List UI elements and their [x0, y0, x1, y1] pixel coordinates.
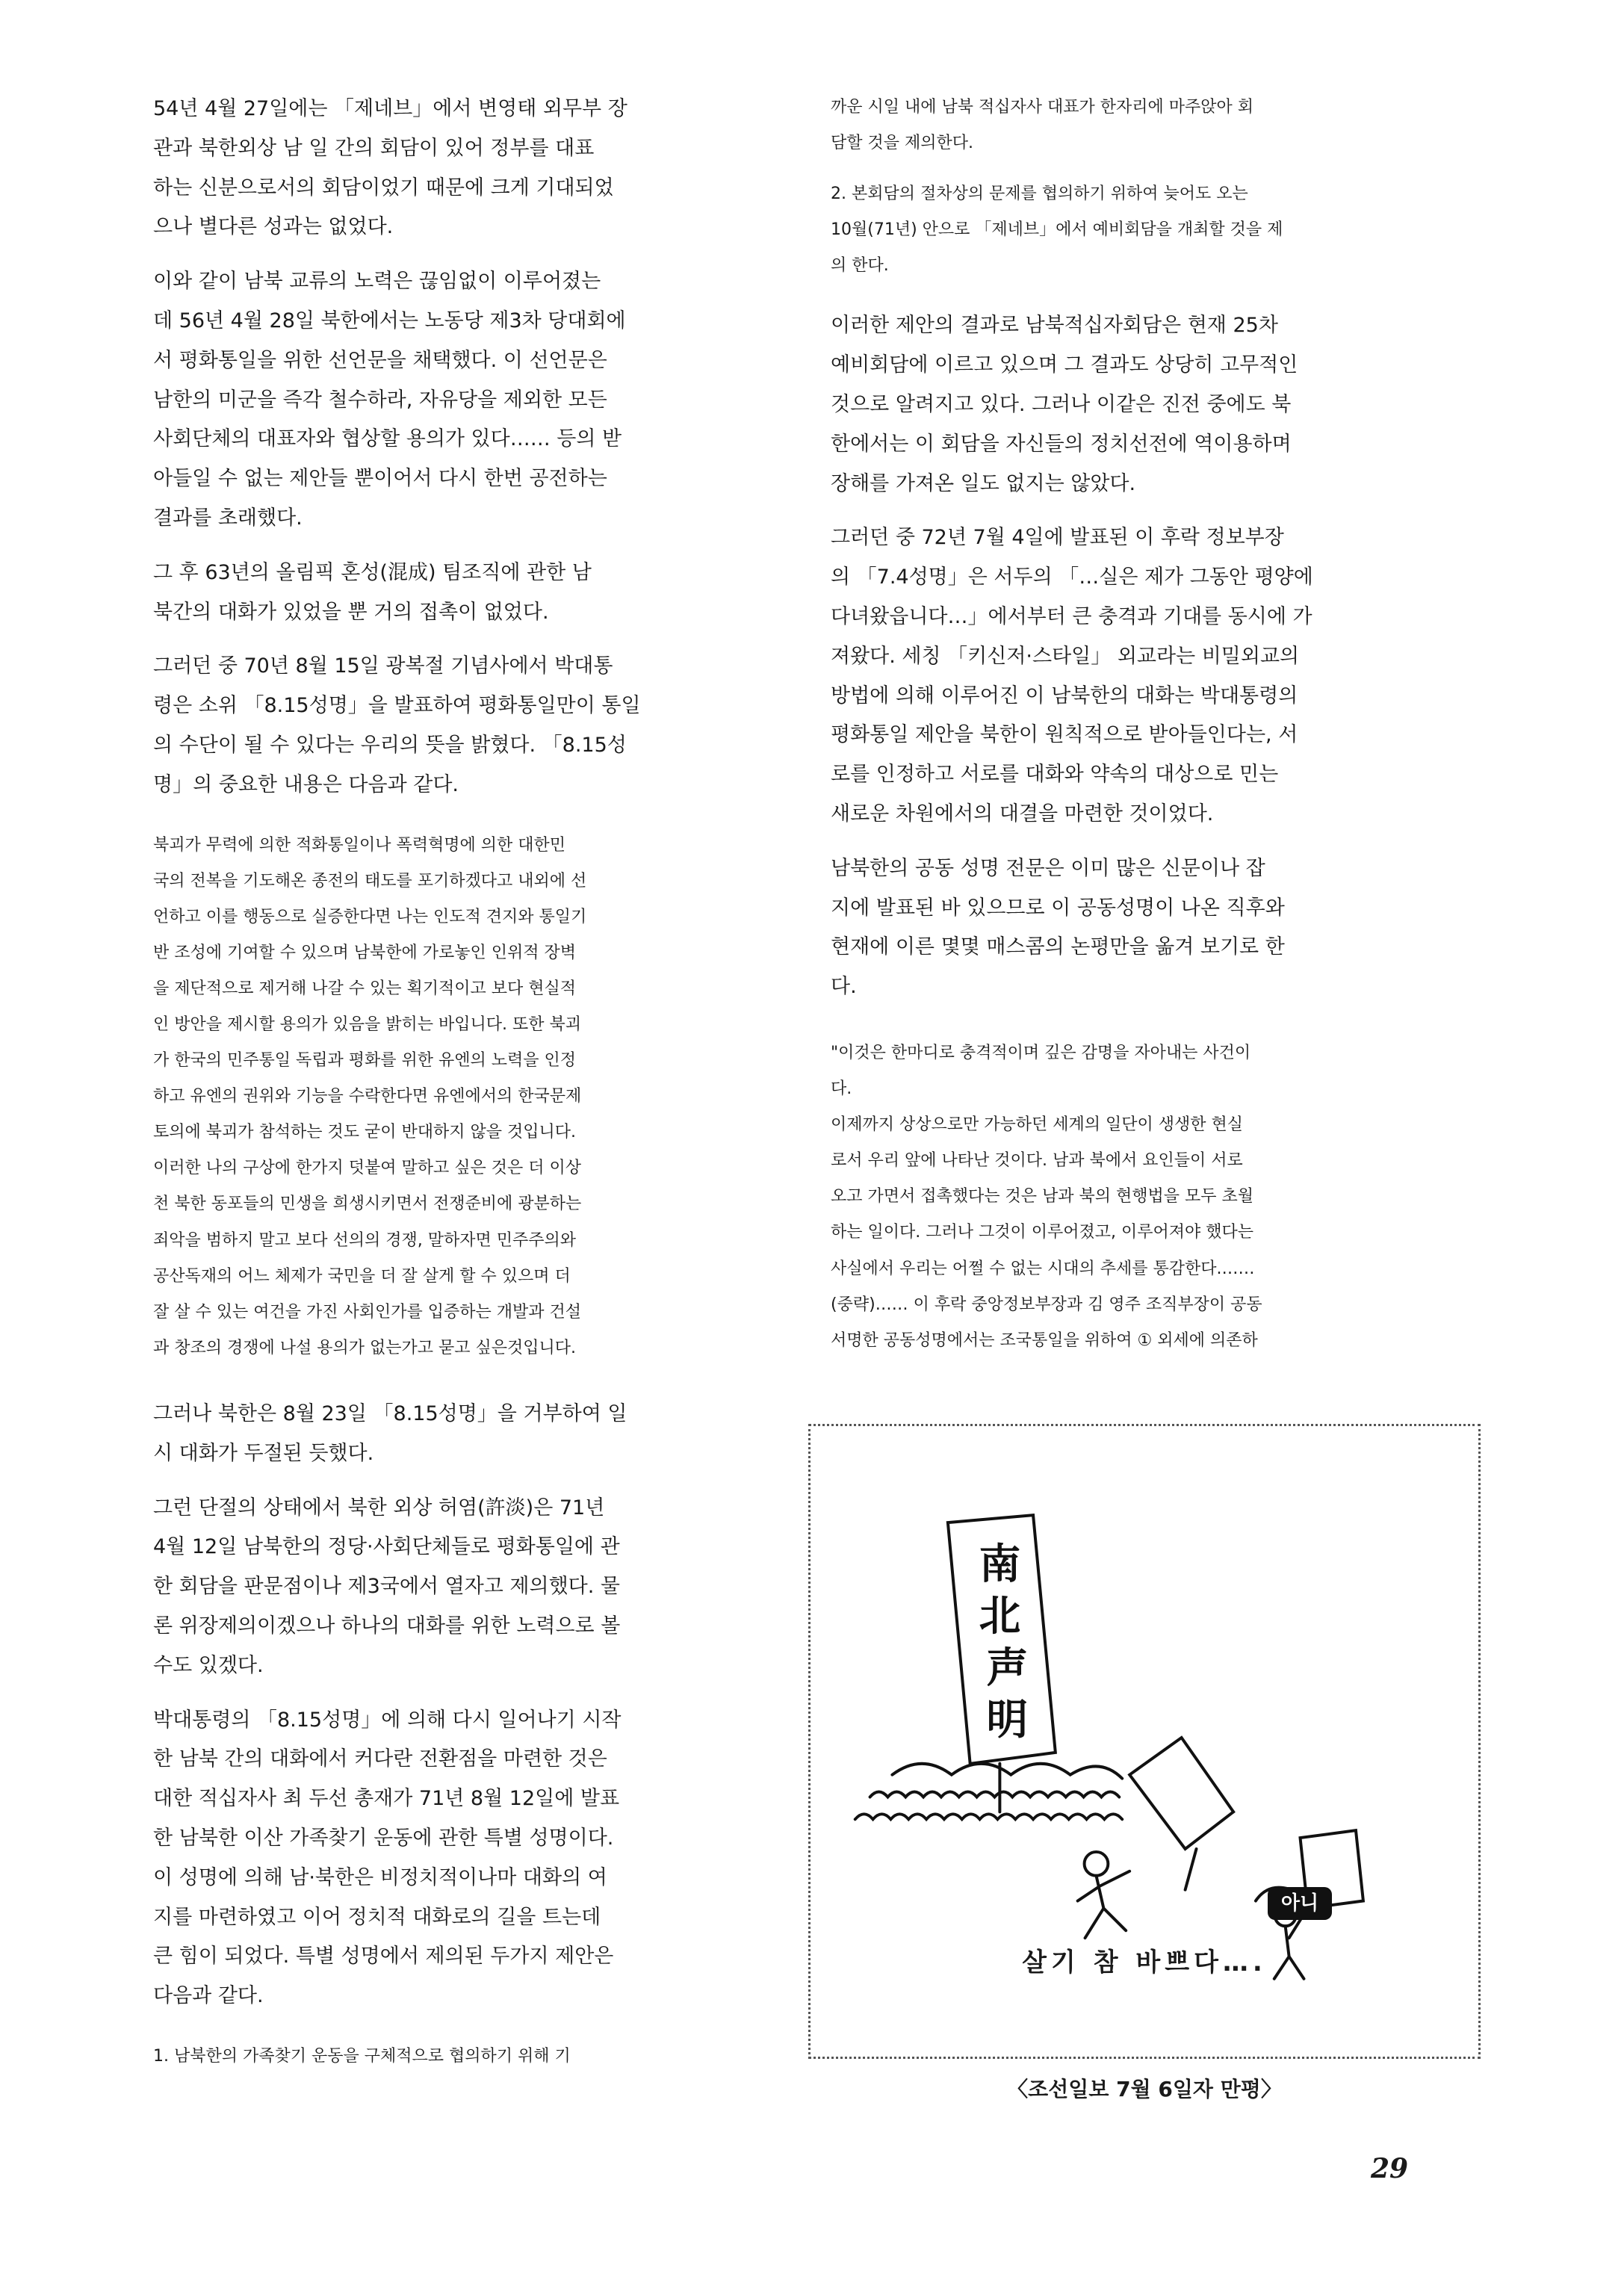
paragraph: 남북한의 공동 성명 전문은 이미 많은 신문이나 잡 지에 발표된 바 있으므로 이 공동성명이 나온 직후와 현재에 이른 몇몇 매스콤의 논평만을 옮겨 보기로 한 다. — [831, 856, 1285, 999]
paragraph: 54년 4월 27일에는 「제네브」에서 변영태 외무부 장 관과 북한외상 남 일 간의 회담이 있어 정부를 대표 하는 신분으로서의 회담이었기 때문에 크게 기대되었 으나 별다른 성과는 없었다. — [153, 97, 627, 239]
placard-char: 南 — [979, 1540, 1021, 1589]
paragraph: 그러던 중 70년 8월 15일 광복절 기념사에서 박대통 령은 소위 「8.15성명」을 발표하여 평화통일만이 통일 의 수단이 될 수 있다는 우리의 뜻을 밝혔다. 「8.15성 명」의 중요한 내용은 다음과 같다. — [153, 654, 641, 796]
list-item-continuation: 까운 시일 내에 남북 적십자사 대표가 한자리에 마주앉아 회 담할 것을 제의한다. — [831, 98, 1253, 153]
block-quote: 북괴가 무력에 의한 적화통일이나 폭력혁명에 의한 대한민 국의 전복을 기도해온 종전의 태도를 포기하겠다고 내외에 선 언하고 이를 행동으로 실증한다면 나는 인도적 견지와 통일기 반 조성에 기여할 수 있으며 남북한에 가로놓인 인위적 장벽 을 제단적으로 제거해 나갈 수 있는 획기적이고 보다 현실적 인 방안을 제시할 용의가 있음을 밝히는 바입니다. 또한 북괴 가 한국의 민주통일 독립과 평화를 위한 유엔의 노력을 인정 하고 유엔의 권위와 기능을 수락한다면 유엔에서의 한국문제 토의에 북괴가 참석하는 것도 굳이 반대하지 않을 것입니다. 이러한 나의 구상에 한가지 덧붙여 말하고 싶은 것은 더 이상 천 북한 동포들의 민생을 희생시키면서 전쟁준비에 광분하는 죄악을 범하지 말고 보다 선의의 경쟁, 말하자면 민주주의와 공산독재의 어느 체제가 국민을 더 잘 살게 할 수 있으며 더 잘 살 수 있는 여건을 가진 사회인가를 입증하는 개발과 건설 과 창조의 경쟁에 나설 용의가 없는가고 묻고 싶은것입니다. — [153, 835, 587, 1357]
list-item: 2. 본회담의 절차상의 문제를 협의하기 위하여 늦어도 오는 10월(71년) 안으로 「제네브」에서 예비회담을 개최할 것을 제 의 한다. — [831, 185, 1283, 276]
left-column — [153, 90, 781, 2075]
cartoon-source-caption: 〈조선일보 7월 6일자 만평〉 — [1007, 2077, 1282, 2101]
cartoonist-signature: 아니 — [1268, 1887, 1332, 1920]
page-number: 29 — [1371, 2153, 1409, 2184]
list-item: 1. 남북한의 가족찾기 운동을 구체적으로 협의하기 위해 기 — [153, 2046, 571, 2066]
placard-char: 明 — [986, 1696, 1029, 1745]
placard-second — [1129, 1738, 1233, 1849]
block-quote: 이제까지 상상으로만 가능하던 세계의 일단이 생생한 현실 로서 우리 앞에 나타난 것이다. 남과 북에서 요인들이 서로 오고 가면서 접촉했다는 것은 남과 북의 현행법을 모두 초월 하는 일이다. 그러나 그것이 이루어졌고, 이루어져야 했다는 사실에서 우리는 어쩔 수 없는 시대의 추세를 통감한다.…… (중략)…… 이 후락 중앙정보부장과 김 영주 조직부장이 공동 서명한 공동성명에서는 조국통일을 위하여 ① 외세에 의존하 — [831, 1115, 1262, 1350]
cartoon-speech: 살기 참 바쁘다…. — [1022, 1948, 1267, 1977]
paragraph: 그러나 북한은 8월 23일 「8.15성명」을 거부하여 일 시 대화가 두절된 듯했다. — [153, 1401, 627, 1465]
editorial-cartoon — [808, 1424, 1481, 2059]
paragraph: 이러한 제안의 결과로 남북적십자회담은 현재 25차 예비회담에 이르고 있으며 그 결과도 상당히 고무적인 것으로 알려지고 있다. 그러나 이같은 진전 중에도 북 한에서는 이 회담을 자신들의 정치선전에 역이용하며 장해를 가져온 일도 없지는 않았다. — [831, 314, 1298, 495]
paragraph: 그런 단절의 상태에서 북한 외상 허염(許淡)은 71년 4월 12일 남북한의 정당·사회단체들로 평화통일에 관 한 회담을 판문점이나 제3국에서 열자고 제의했다. 물 론 위장제의이겠으나 하나의 대화를 위한 노력으로 볼 수도 있겠다. — [153, 1496, 621, 1677]
paragraph: 그러던 중 72년 7월 4일에 발표된 이 후락 정보부장 의 「7.4성명」은 서두의 「…실은 제가 그동안 평양에 다녀왔읍니다…」에서부터 큰 충격과 기대를 동시에 가 져왔다. 세칭 「키신저·스타일」 외교라는 비밀외교의 방법에 의해 이루어진 이 남북한의 대화는 박대통령의 평화통일 제안을 북한이 원칙적으로 받아들인다는, 서 로를 인정하고 서로를 대화와 약속의 대상으로 민는 새로운 차원에서의 대결을 마련한 것이었다. — [831, 526, 1313, 826]
paragraph: 그 후 63년의 올림픽 혼성(混成) 팀조직에 관한 남 북간의 대화가 있었을 뿐 거의 접촉이 없었다. — [153, 560, 592, 624]
placard-char: 声 — [986, 1644, 1029, 1693]
block-quote: "이것은 한마디로 충격적이며 깊은 감명을 자아내는 사건이 다. — [831, 1044, 1251, 1099]
paragraph: 박대통령의 「8.15성명」에 의해 다시 일어나기 시작 한 남북 간의 대화에서 커다란 전환점을 마련한 것은 대한 적십자사 최 두선 총재가 71년 8월 12일에 발표 한 남북한 이산 가족찾기 운동에 관한 특별 성명이다. 이 성명에 의해 남·북한은 비정치적이나마 대화의 여 지를 마련하였고 이어 정치적 대화로의 길을 트는데 큰 힘이 되었다. 특별 성명에서 제의된 두가지 제안은 다음과 같다. — [153, 1708, 622, 2008]
right-column — [831, 90, 1466, 1359]
figure-head — [1085, 1852, 1109, 1876]
label-main — [979, 1540, 1029, 1745]
paragraph: 이와 같이 남북 교류의 노력은 끊임없이 이루어졌는 데 56년 4월 28일 북한에서는 노동당 제3차 당대회에 서 평화통일을 위한 선언문을 채택했다. 이 선언문은 남한의 미군을 즉각 철수하라, 자유당을 제외한 모든 사회단체의 대표자와 협상할 용의가 있다…… 등의 받 아들일 수 없는 제안들 뿐이어서 다시 한번 공전하는 결과를 초래했다. — [153, 270, 626, 530]
placard-char: 北 — [979, 1592, 1021, 1641]
